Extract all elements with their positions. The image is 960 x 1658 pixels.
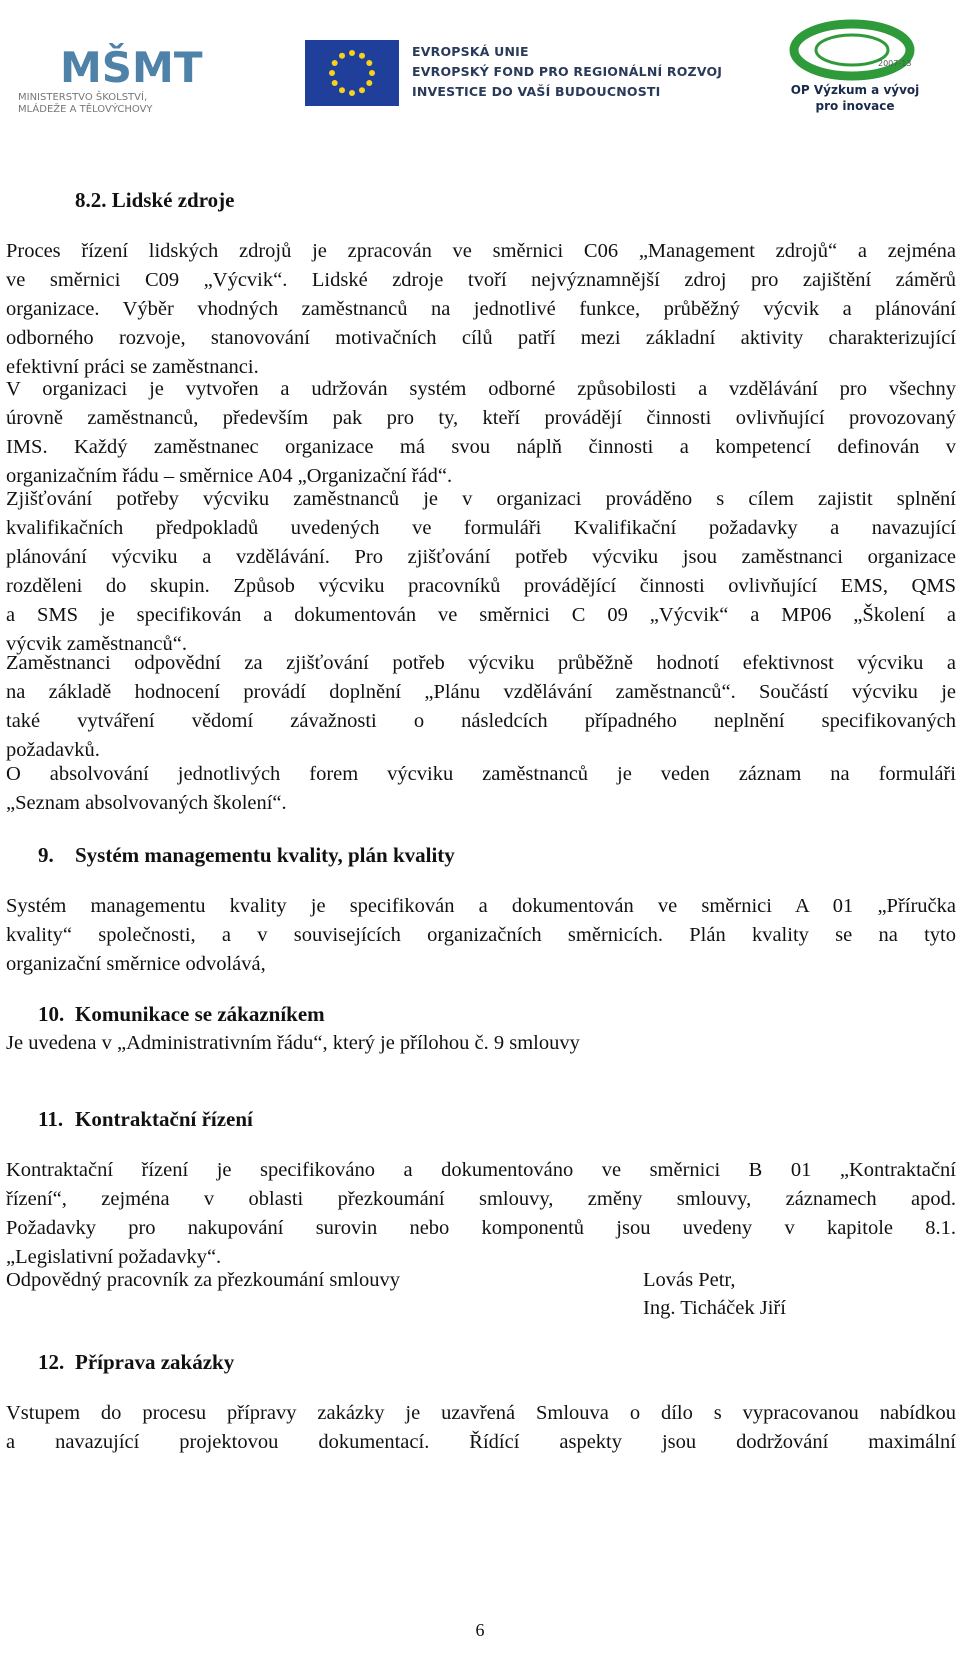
section-8-2-para5 <box>6 760 956 818</box>
section-8-2-para3 <box>6 485 956 659</box>
section-10-number: 10. <box>38 1002 65 1026</box>
section-11-heading: Kontraktační řízení <box>75 1107 253 1131</box>
page-number: 6 <box>475 1620 485 1640</box>
text-line: „Seznam absolvovaných školení“. <box>6 792 287 814</box>
section-8-2-para2 <box>6 375 956 491</box>
text-line: plánování výcviku a vzdělávání. Pro zjišťování potřeb výcviku jsou zaměstnanci organizace <box>6 546 956 568</box>
text-line: V organizaci je vytvořen a udržován systém odborné způsobilosti a vzdělávání pro všechny <box>6 378 956 400</box>
responsible-name-2: Ing. Ticháček Jiří <box>643 1297 786 1319</box>
section-9-heading: Systém managementu kvality, plán kvality <box>75 843 455 867</box>
text-line: výcvik zaměstnanců“. <box>6 633 188 655</box>
eu-line3: INVESTICE DO VAŠÍ BUDOUCNOSTI <box>412 84 661 99</box>
text-line: „Legislativní požadavky“. <box>6 1246 222 1268</box>
msmt-logo-mark <box>18 30 203 120</box>
text-line: a SMS je specifikován a dokumentován ve směrnici C 09 „Výcvik“ a MP06 „Školení a <box>6 604 956 626</box>
text-line: Požadavky pro nakupování surovin nebo komponentů jsou uvedeny v kapitole 8.1. <box>6 1217 956 1239</box>
section-8-2-heading: 8.2. Lidské zdroje <box>75 188 235 212</box>
text-line: Zjišťování potřeby výcviku zaměstnanců je v organizaci prováděno s cílem zajistit splnění <box>6 488 956 510</box>
section-10-body: Je uvedena v „Administrativním řádu“, který je přílohou č. 9 smlouvy <box>6 1032 580 1054</box>
text-line: Vstupem do procesu přípravy zakázky je uzavřená Smlouva o dílo s vypracovanou nabídkou <box>6 1402 956 1424</box>
msmt-logo <box>18 30 203 120</box>
text-line: požadavků. <box>6 739 100 761</box>
eu-flag-icon <box>305 40 399 106</box>
msmt-logo-text: MŠMT <box>60 43 203 92</box>
text-line: O absolvování jednotlivých forem výcviku zaměstnanců je veden záznam na formuláři <box>6 763 956 785</box>
section-10-heading: Komunikace se zákazníkem <box>75 1002 325 1026</box>
section-8-2-para4 <box>6 649 956 765</box>
eu-logo-text <box>412 42 732 102</box>
text-line: na základě hodnocení provádí doplnění „Plánu vzdělávání zaměstnanců“. Součástí výcviku je <box>6 681 956 703</box>
section-12-number: 12. <box>38 1350 65 1374</box>
eu-logo <box>305 40 725 110</box>
op-swirl-icon <box>780 16 930 82</box>
op-line2: pro inovace <box>815 99 895 113</box>
text-line: Zaměstnanci odpovědní za zjišťování potřeb výcviku průběžně hodnotí efektivnost výcviku a <box>6 652 956 674</box>
text-line: úrovně zaměstnanců, především pak pro ty, kteří provádějí činnosti ovlivňující provozovaný <box>6 407 956 429</box>
text-line: efektivní práci se zaměstnanci. <box>6 356 259 378</box>
text-line: Kontraktační řízení je specifikováno a dokumentováno ve směrnici B 01 „Kontraktační <box>6 1159 956 1181</box>
text-line: také vytváření vědomí závažnosti o následcích případného neplnění specifikovaných <box>6 710 956 732</box>
section-11-number: 11. <box>38 1107 64 1131</box>
section-8-2-para1 <box>6 237 956 382</box>
eu-line1: EVROPSKÁ UNIE <box>412 44 529 59</box>
section-9-number: 9. <box>38 843 54 867</box>
text-line: organizace. Výběr vhodných zaměstnanců na jednotlivé funkce, průběžný výcvik a plánování <box>6 298 956 320</box>
section-12-body <box>6 1399 956 1457</box>
text-line: kvality“ společnosti, a v souvisejících organizačních směrnicích. Plán kvality se na tyto <box>6 924 956 946</box>
text-line: řízení“, zejména v oblasti přezkoumání smlouvy, změny smlouvy, záznamech apod. <box>6 1188 956 1210</box>
responsible-name-1: Lovás Petr, <box>643 1269 736 1291</box>
msmt-ministry-line1: MINISTERSTVO ŠKOLSTVÍ, <box>18 92 148 103</box>
op-line1: OP Výzkum a vývoj <box>790 83 920 97</box>
section-9-body <box>6 892 956 979</box>
text-line: a navazující projektovou dokumentací. Řídící aspekty jsou dodržování maximální <box>6 1431 956 1453</box>
eu-line2: EVROPSKÝ FOND PRO REGIONÁLNÍ ROZVOJ <box>412 64 723 79</box>
text-line: odborného rozvoje, stanovování motivačních cílů patří mezi základní aktivity charakterizující <box>6 327 956 349</box>
text-line: rozděleni do skupin. Způsob výcviku pracovníků provádějící činnosti ovlivňující EMS, QMS <box>6 575 956 597</box>
op-vavpi-logo <box>780 16 940 121</box>
text-line: organizačním řádu – směrnice A04 „Organizační řád“. <box>6 465 453 487</box>
op-years: 2007-13 <box>878 59 912 68</box>
op-logo-text <box>780 82 930 114</box>
text-line: Proces řízení lidských zdrojů je zpracován ve směrnici C06 „Management zdrojů“ a zejména <box>6 240 956 262</box>
text-line: Systém managementu kvality je specifikován a dokumentován ve směrnici A 01 „Příručka <box>6 895 956 917</box>
text-line: organizační směrnice odvolává, <box>6 953 266 975</box>
section-11-body <box>6 1156 956 1272</box>
text-line: ve směrnici C09 „Výcvik“. Lidské zdroje tvoří nejvýznamnější zdroj pro zajištění záměrů <box>6 269 956 291</box>
responsible-label: Odpovědný pracovník za přezkoumání smlouvy <box>6 1269 400 1291</box>
section-12-heading: Příprava zakázky <box>75 1350 235 1374</box>
text-line: kvalifikačních předpokladů uvedených ve formuláři Kvalifikační požadavky a navazující <box>6 517 956 539</box>
text-line: IMS. Každý zaměstnanec organizace má svou náplň činnosti a kompetencí definován v <box>6 436 956 458</box>
msmt-ministry-line2: MLÁDEŽE A TĚLOVÝCHOVY <box>18 104 153 115</box>
